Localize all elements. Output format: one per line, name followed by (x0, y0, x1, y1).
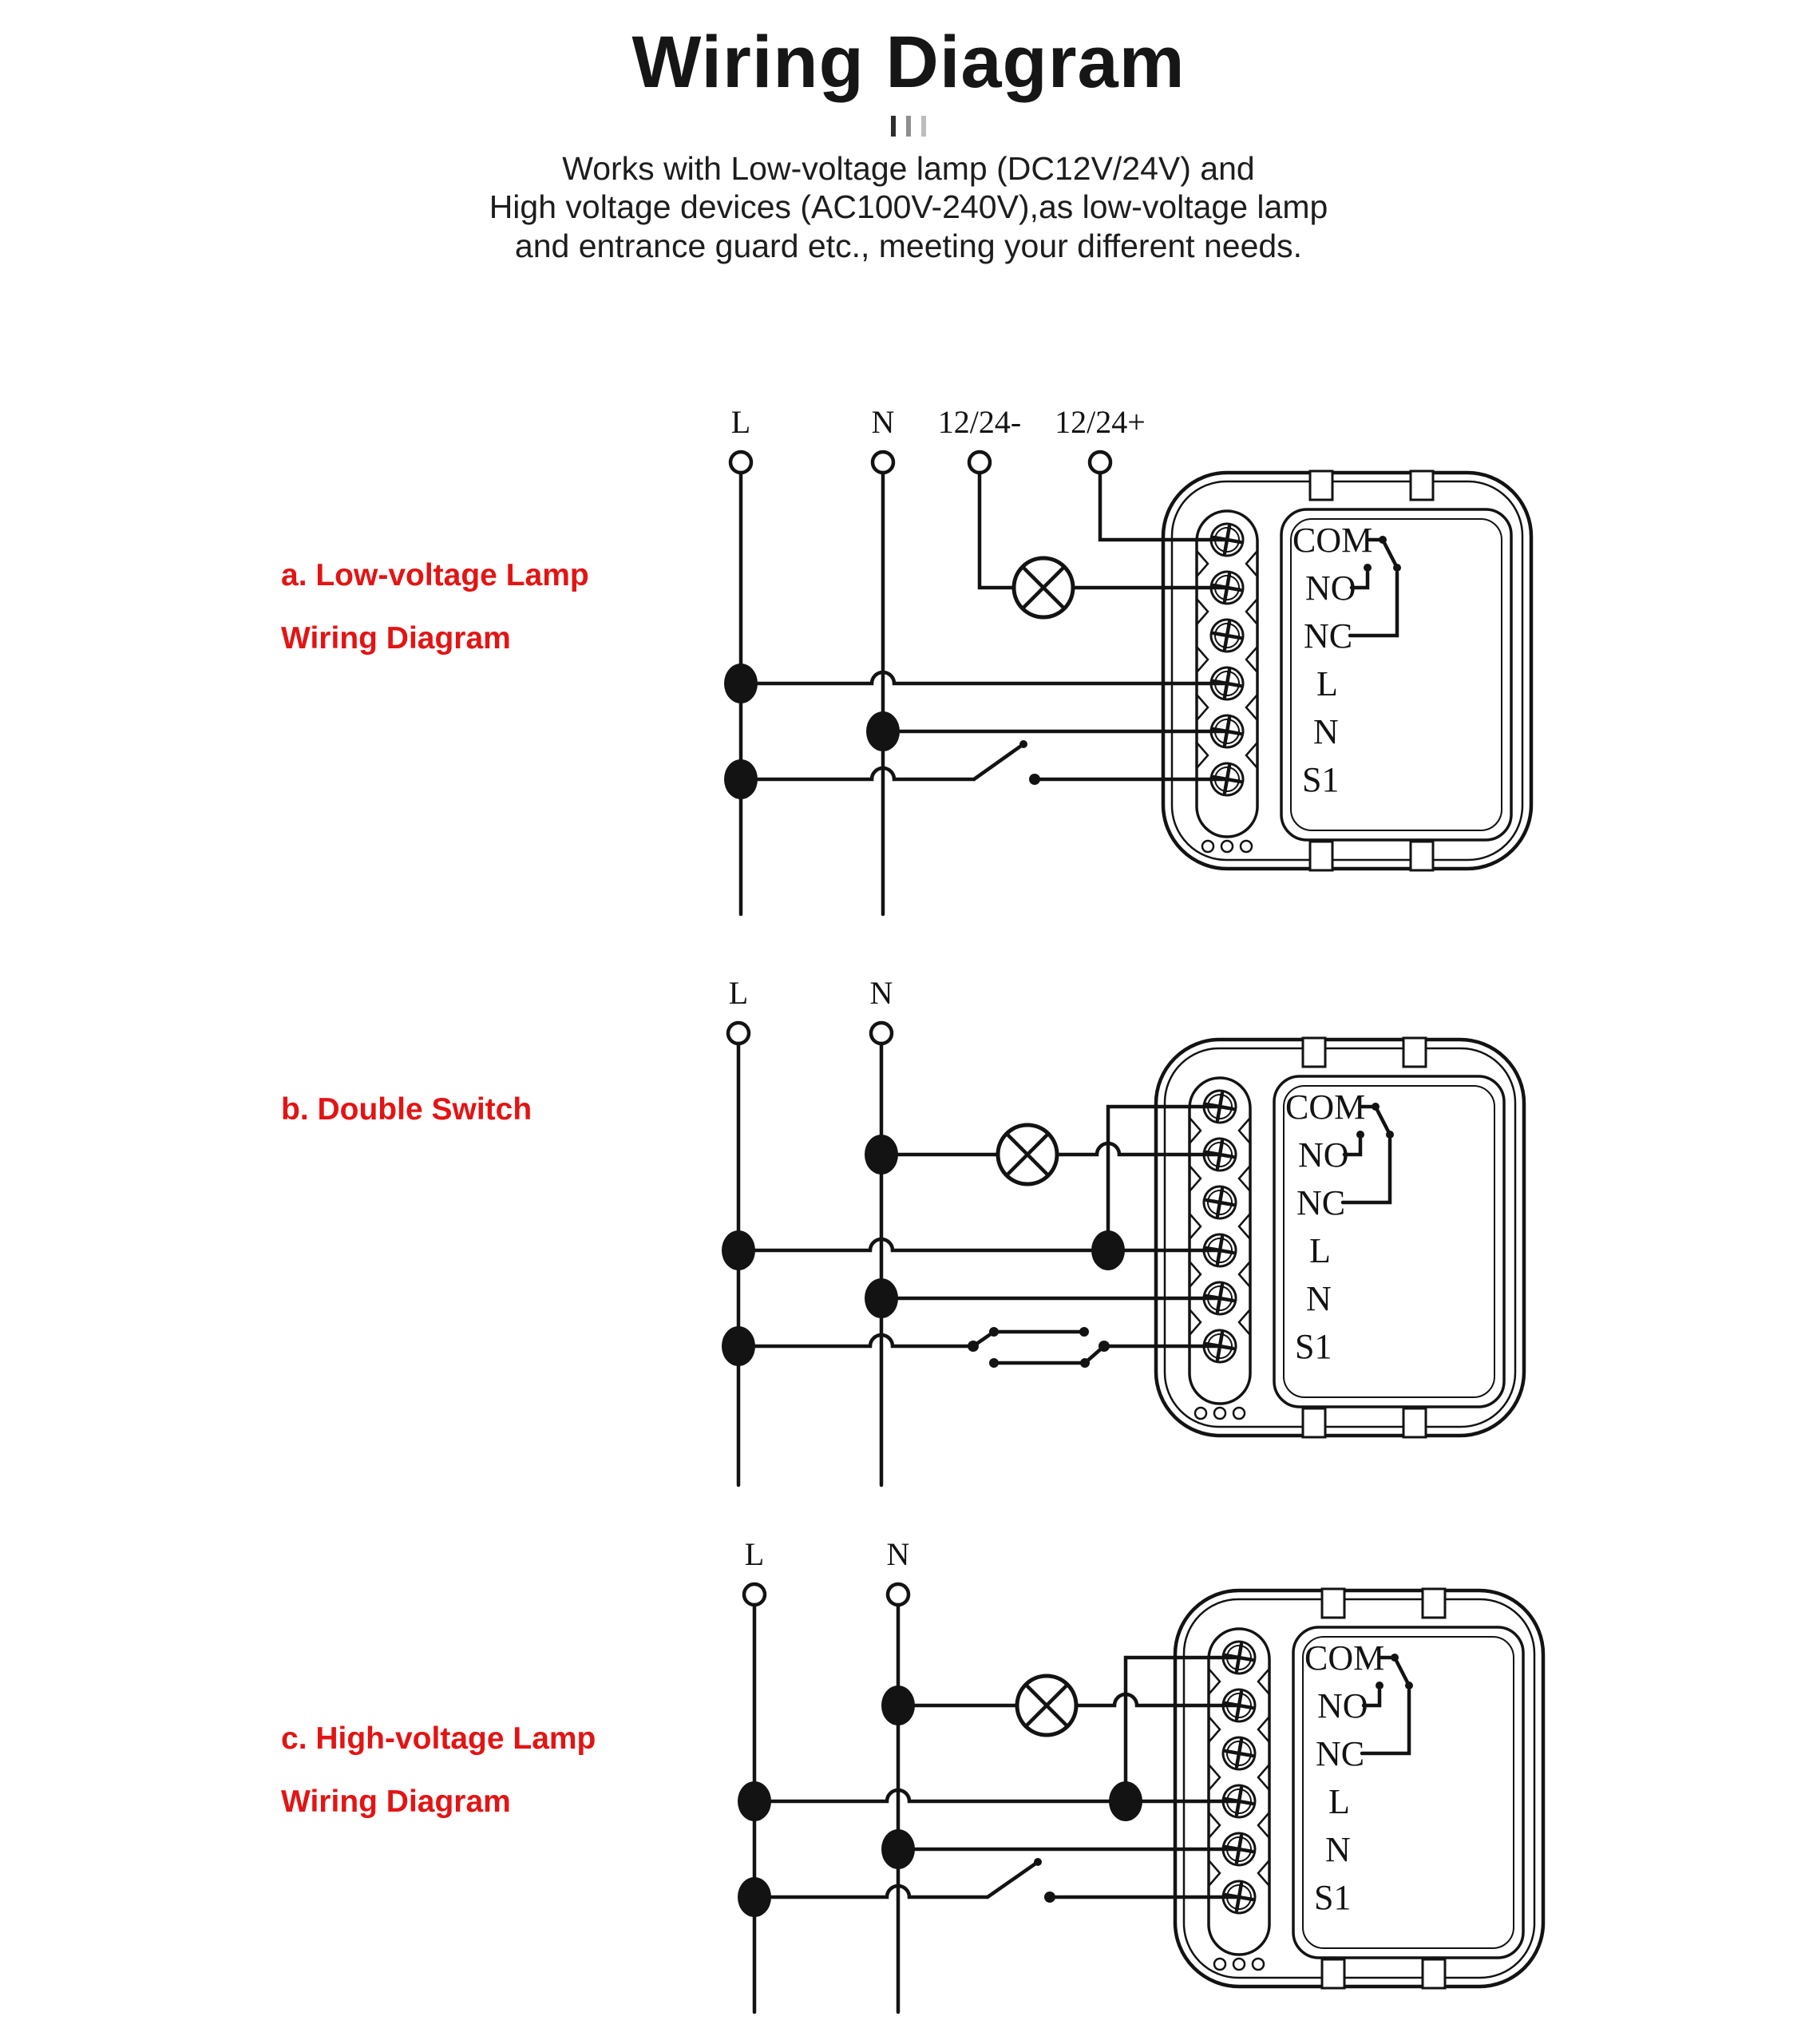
section-a-label-line2: Wiring Diagram (281, 621, 511, 656)
junction-dot (722, 1326, 755, 1366)
junction-dot (1091, 1230, 1125, 1270)
junction-dot (881, 1829, 915, 1869)
supply-terminal-icon (871, 1023, 892, 1044)
page-title: Wiring Diagram (631, 22, 1186, 103)
supply-terminal-icon (744, 1584, 765, 1605)
wire-live-to-switch (738, 1335, 973, 1346)
supply-terminal-icon (873, 452, 893, 473)
double-switch-icon (968, 1327, 1110, 1368)
section-c-label-line2: Wiring Diagram (281, 1785, 511, 1819)
lamp-icon (1014, 558, 1073, 617)
subtitle-line: High voltage devices (AC100V-240V),as low-voltage lamp (489, 188, 1328, 226)
supply-label-12-24-minus: 12/24- (937, 404, 1022, 440)
supply-terminal-icon (728, 1023, 749, 1044)
wire-live-to-l (754, 1790, 1239, 1801)
junction-dot (1109, 1781, 1142, 1821)
section-b-diagram (281, 975, 1524, 1485)
switch-icon (988, 1858, 1055, 1903)
supply-label-l: L (730, 404, 751, 440)
wire-live-to-switch (754, 1886, 988, 1897)
supply-terminal-icon (730, 452, 751, 473)
junction-dot (724, 664, 758, 703)
switch-module-a (1163, 471, 1531, 870)
supply-label-n: N (871, 404, 895, 440)
switch-icon (974, 740, 1040, 785)
lamp-icon (1017, 1676, 1076, 1735)
wire-dc-minus (980, 473, 1014, 588)
junction-dot (866, 711, 900, 751)
subtitle-line: and entrance guard etc., meeting your different needs. (514, 227, 1303, 264)
lamp-icon (998, 1125, 1057, 1184)
switch-module-c (1175, 1589, 1543, 1988)
wiring-diagrams-canvas: COM NO NC L N S1 a. Low-voltage Lamp Wiring Diagram L N 12/24- 12/24+ b. Double Switch L N c. High-voltage Lamp Wiring Diagram L N (0, 0, 1817, 2044)
section-b-label-line1: b. Double Switch (281, 1092, 532, 1127)
switch-module-b (1156, 1038, 1524, 1437)
junction-dot (881, 1686, 915, 1725)
switch-blade (974, 744, 1023, 779)
subtitle-line: Works with Low-voltage lamp (DC12V/24V) and (562, 150, 1255, 187)
supply-label-l: L (728, 975, 749, 1011)
junction-dot (865, 1135, 898, 1175)
section-c-label-line1: c. High-voltage Lamp (281, 1721, 596, 1756)
wire-live-to-l (738, 1239, 1220, 1250)
section-a-label-line1: a. Low-voltage Lamp (281, 558, 589, 592)
supply-label-12-24-plus: 12/24+ (1055, 404, 1146, 440)
supply-terminal-icon (969, 452, 990, 473)
junction-dot (722, 1230, 755, 1270)
junction-dot (865, 1278, 898, 1318)
junction-dot (724, 759, 758, 799)
junction-dot (738, 1877, 771, 1917)
supply-label-n: N (886, 1536, 910, 1572)
wire-live-to-l (741, 672, 1227, 683)
section-a-diagram (281, 404, 1531, 914)
switch-blade (988, 1862, 1038, 1897)
supply-label-l: L (744, 1536, 765, 1572)
supply-terminal-icon (1090, 452, 1110, 473)
supply-label-n: N (869, 975, 893, 1011)
wire-live-to-switch (741, 768, 974, 779)
supply-terminal-icon (888, 1584, 908, 1605)
junction-dot (738, 1781, 771, 1821)
section-c-diagram (281, 1536, 1543, 2012)
